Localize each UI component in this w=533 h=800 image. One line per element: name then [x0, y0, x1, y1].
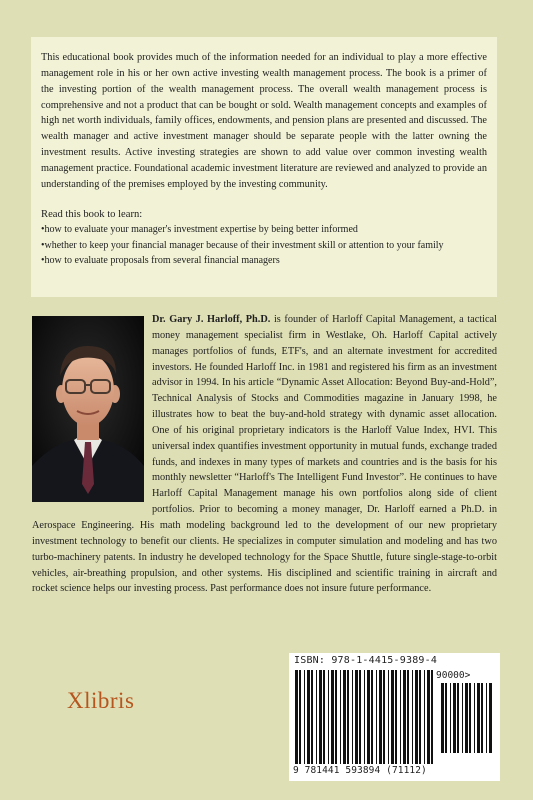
- author-bio-section: [32, 312, 497, 597]
- barcode-addon-bars: [439, 683, 495, 753]
- author-name: Dr. Gary J. Harloff, Ph.D.: [152, 314, 271, 325]
- barcode-bar: [403, 670, 406, 764]
- learn-item: • how to evaluate your manager's investment expertise by being better informed: [41, 222, 487, 237]
- barcode-bar: [388, 670, 389, 764]
- author-bio-text: is founder of Harloff Capital Management, a tactical money management specialist firm in Westlake, Oh. Harloff Capital actively manages portfolios of funds, ETF's, and an alternate investment for accredited investors. He founded Harloff Inc. in 1981 and registered his firm as an investment advisor in 1994. In his article “Dynamic Asset Allocation: Beyond Buy-and-Hold”, Technical Analysis of Stocks and Commodities magazine in January 1998, he illustrates how to beat the buy-and-hold strategy with dynamic asset allocation. One of his original proprietary indicators is the Harloff Value Index, HVI. This universal index quantifies investment opportunity in mutual funds, exchange traded funds, and indexes in many types of markets and countries and is the basis for his monthly newsletter “Harloff's The Intelligent Fund Investor”. He continues to have Harloff Capital Management manage his own portfolios along side of client portfolios. Prior to becoming a money manager, Dr. Harloff earned a Ph.D. in Aerospace Engineering. His math modeling background led to the development of our new proprietary investment technology to benefit our clients. He specializes in computer simulation and modeling and has two turbo-machinery patents. In industry he developed technology for the Space Shuttle, future single-stage-to-orbit vehicles, air-breathing propulsion, and other systems. His disciplined and scientific training in aircraft and rocket science helps our investing process. Past performance does not insure future performance.: [32, 314, 497, 595]
- barcode-bar: [359, 670, 361, 764]
- barcode-number: 9 781441 593894: [293, 765, 381, 776]
- barcode-bar: [395, 670, 397, 764]
- barcode-bar: [445, 683, 447, 753]
- barcode-bar: [364, 670, 365, 764]
- barcode-bar: [427, 670, 430, 764]
- barcode-bar: [367, 670, 370, 764]
- barcode-bar: [441, 683, 444, 753]
- learn-heading: Read this book to learn:: [41, 208, 143, 220]
- isbn-barcode: [289, 653, 500, 781]
- author-portrait-image: [32, 316, 144, 502]
- barcode-bar: [462, 683, 463, 753]
- barcode-bar: [376, 670, 377, 764]
- barcode-bar: [383, 670, 385, 764]
- barcode-bar: [453, 683, 456, 753]
- barcode-bar: [343, 670, 346, 764]
- barcode-bar: [465, 683, 468, 753]
- barcode-bar: [295, 670, 298, 764]
- barcode-bar: [328, 670, 329, 764]
- barcode-bar: [481, 683, 483, 753]
- barcode-bar: [323, 670, 325, 764]
- barcode-bar: [486, 683, 487, 753]
- description-paragraph: This educational book provides much of the information needed for an individual to play a more effective management role in his or her own active investing wealth management process. The book is a primer of the investing portion of the wealth management process. The overall wealth management process is comprehensive and not a product that can be bought or sold. Wealth management concepts and examples of high net worth individuals, family offices, endowments, and pension plans are presented and discussed. The wealth manager and active investment manager should be separate people with the latter owning the investment results. Active investing strategies are shown to add value over common investing wealth management practice. Foundational academic investment literature are reviewed and analyzed to provide an understanding of the premises employed by the investing community.: [41, 52, 487, 190]
- barcode-bars: [293, 670, 438, 764]
- barcode-bar: [424, 670, 425, 764]
- barcode-bar: [335, 670, 337, 764]
- barcode-bar: [415, 670, 418, 764]
- barcode-addon-digits: 90000>: [436, 670, 471, 681]
- barcode-bar: [299, 670, 301, 764]
- barcode-bar: [419, 670, 421, 764]
- barcode-bar: [457, 683, 459, 753]
- description-box: [31, 37, 497, 297]
- learn-item: • how to evaluate proposals from several financial managers: [41, 253, 487, 268]
- barcode-bar: [400, 670, 401, 764]
- barcode-bar: [412, 670, 413, 764]
- barcode-bar: [450, 683, 451, 753]
- barcode-bar: [477, 683, 480, 753]
- barcode-bar: [355, 670, 358, 764]
- barcode-bar: [331, 670, 334, 764]
- barcode-bar: [307, 670, 310, 764]
- barcode-bar: [489, 683, 492, 753]
- barcode-bar: [316, 670, 317, 764]
- barcode-bar: [379, 670, 382, 764]
- learn-item: • whether to keep your financial manager because of their investment skill or attention to your family: [41, 238, 487, 253]
- barcode-bar: [391, 670, 394, 764]
- author-photo: [32, 316, 144, 502]
- isbn-text: ISBN: 978-1-4415-9389-4: [294, 655, 438, 666]
- barcode-bar: [304, 670, 305, 764]
- barcode-bar: [469, 683, 471, 753]
- barcode-bar: [311, 670, 313, 764]
- barcode-bar: [352, 670, 353, 764]
- barcode-bar: [347, 670, 349, 764]
- barcode-bar: [319, 670, 322, 764]
- barcode-bar: [407, 670, 409, 764]
- publisher-logo: Xlibris: [67, 688, 135, 713]
- barcode-bar: [340, 670, 341, 764]
- barcode-bar: [431, 670, 433, 764]
- barcode-digits: [293, 765, 427, 776]
- barcode-price-code: (71112): [386, 765, 427, 776]
- barcode-bar: [371, 670, 373, 764]
- learn-list: [41, 222, 487, 268]
- barcode-bar: [474, 683, 475, 753]
